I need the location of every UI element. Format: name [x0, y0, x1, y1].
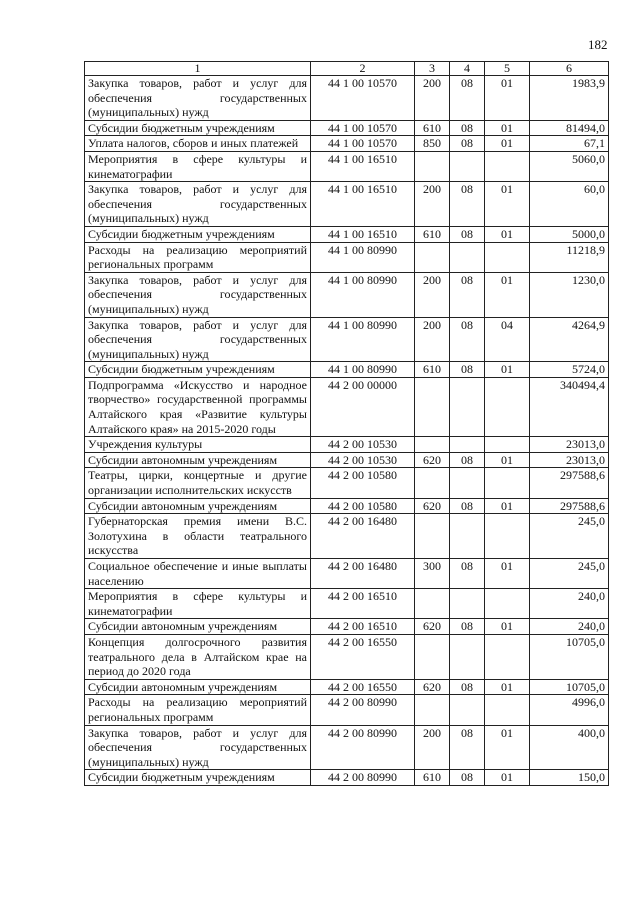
- expense-name-cell: Губернаторская премия имени В.С. Золотухина в области театрального искусства: [85, 514, 311, 559]
- budget-table: [84, 61, 609, 786]
- section-cell: [450, 151, 485, 181]
- amount-cell: 60,0: [530, 182, 609, 227]
- amount-cell: 240,0: [530, 589, 609, 619]
- expense-type-cell: [415, 377, 450, 436]
- table-row: [85, 151, 609, 181]
- table-row: [85, 498, 609, 514]
- header-cell: 5: [485, 62, 530, 76]
- amount-cell: 81494,0: [530, 120, 609, 136]
- target-code-cell: 44 1 00 80990: [311, 242, 415, 272]
- target-code-cell: 44 2 00 80990: [311, 695, 415, 725]
- subsection-cell: 01: [485, 619, 530, 635]
- section-cell: 08: [450, 498, 485, 514]
- subsection-cell: 01: [485, 362, 530, 378]
- target-code-cell: 44 1 00 10570: [311, 120, 415, 136]
- expense-type-cell: 850: [415, 136, 450, 152]
- table-row: [85, 272, 609, 317]
- amount-cell: 5000,0: [530, 226, 609, 242]
- expense-name-cell: Мероприятия в сфере культуры и кинематографии: [85, 589, 311, 619]
- expense-name-cell: Закупка товаров, работ и услуг для обеспечения государственных (муниципальных) нужд: [85, 182, 311, 227]
- expense-type-cell: 610: [415, 362, 450, 378]
- section-cell: 08: [450, 136, 485, 152]
- header-row: [85, 62, 609, 76]
- expense-type-cell: 610: [415, 226, 450, 242]
- table-row: [85, 136, 609, 152]
- section-cell: 08: [450, 362, 485, 378]
- amount-cell: 245,0: [530, 514, 609, 559]
- section-cell: [450, 634, 485, 679]
- amount-cell: 340494,4: [530, 377, 609, 436]
- target-code-cell: 44 2 00 16550: [311, 679, 415, 695]
- table-row: [85, 679, 609, 695]
- expense-name-cell: Субсидии бюджетным учреждениям: [85, 362, 311, 378]
- expense-type-cell: 200: [415, 182, 450, 227]
- subsection-cell: [485, 151, 530, 181]
- table-row: [85, 589, 609, 619]
- section-cell: [450, 437, 485, 453]
- target-code-cell: 44 2 00 16480: [311, 514, 415, 559]
- section-cell: 08: [450, 770, 485, 786]
- amount-cell: 11218,9: [530, 242, 609, 272]
- table-row: [85, 120, 609, 136]
- expense-name-cell: Субсидии бюджетным учреждениям: [85, 226, 311, 242]
- expense-type-cell: [415, 242, 450, 272]
- table-row: [85, 619, 609, 635]
- table-row: [85, 468, 609, 498]
- section-cell: 08: [450, 619, 485, 635]
- expense-name-cell: Закупка товаров, работ и услуг для обеспечения государственных (муниципальных) нужд: [85, 725, 311, 770]
- amount-cell: 23013,0: [530, 437, 609, 453]
- subsection-cell: 01: [485, 272, 530, 317]
- amount-cell: 150,0: [530, 770, 609, 786]
- target-code-cell: 44 2 00 00000: [311, 377, 415, 436]
- table-row: [85, 362, 609, 378]
- amount-cell: 4264,9: [530, 317, 609, 362]
- expense-type-cell: 620: [415, 452, 450, 468]
- amount-cell: 245,0: [530, 559, 609, 589]
- section-cell: 08: [450, 272, 485, 317]
- subsection-cell: 01: [485, 226, 530, 242]
- subsection-cell: [485, 468, 530, 498]
- subsection-cell: 01: [485, 559, 530, 589]
- section-cell: [450, 242, 485, 272]
- amount-cell: 297588,6: [530, 468, 609, 498]
- subsection-cell: 01: [485, 120, 530, 136]
- amount-cell: 10705,0: [530, 634, 609, 679]
- expense-type-cell: [415, 695, 450, 725]
- expense-type-cell: [415, 151, 450, 181]
- table-row: [85, 182, 609, 227]
- expense-type-cell: [415, 514, 450, 559]
- expense-name-cell: Концепция долгосрочного развития театрального дела в Алтайском крае на период до 2020 года: [85, 634, 311, 679]
- table-row: [85, 634, 609, 679]
- subsection-cell: 01: [485, 136, 530, 152]
- section-cell: 08: [450, 226, 485, 242]
- target-code-cell: 44 1 00 80990: [311, 272, 415, 317]
- expense-name-cell: Субсидии автономным учреждениям: [85, 498, 311, 514]
- expense-name-cell: Закупка товаров, работ и услуг для обеспечения государственных (муниципальных) нужд: [85, 76, 311, 121]
- target-code-cell: 44 2 00 16510: [311, 619, 415, 635]
- expense-name-cell: Субсидии бюджетным учреждениям: [85, 120, 311, 136]
- target-code-cell: 44 2 00 16550: [311, 634, 415, 679]
- header-cell: 6: [530, 62, 609, 76]
- expense-name-cell: Закупка товаров, работ и услуг для обеспечения государственных (муниципальных) нужд: [85, 317, 311, 362]
- subsection-cell: 01: [485, 76, 530, 121]
- section-cell: [450, 695, 485, 725]
- amount-cell: 23013,0: [530, 452, 609, 468]
- target-code-cell: 44 1 00 16510: [311, 226, 415, 242]
- expense-name-cell: Театры, цирки, концертные и другие организации исполнительских искусств: [85, 468, 311, 498]
- table-row: [85, 377, 609, 436]
- table-row: [85, 317, 609, 362]
- subsection-cell: 01: [485, 725, 530, 770]
- header-cell: 1: [85, 62, 311, 76]
- expense-name-cell: Расходы на реализацию мероприятий региональных программ: [85, 695, 311, 725]
- header-cell: 3: [415, 62, 450, 76]
- target-code-cell: 44 1 00 80990: [311, 317, 415, 362]
- expense-type-cell: 200: [415, 317, 450, 362]
- subsection-cell: 01: [485, 498, 530, 514]
- subsection-cell: 01: [485, 452, 530, 468]
- expense-type-cell: 200: [415, 76, 450, 121]
- subsection-cell: 01: [485, 679, 530, 695]
- table-row: [85, 695, 609, 725]
- expense-name-cell: Субсидии автономным учреждениям: [85, 452, 311, 468]
- expense-name-cell: Подпрограмма «Искусство и народное творчество» государственной программы Алтайского края «Развитие культуры Алтайского края» на 2015-2020 годы: [85, 377, 311, 436]
- target-code-cell: 44 2 00 10580: [311, 498, 415, 514]
- subsection-cell: [485, 437, 530, 453]
- section-cell: 08: [450, 725, 485, 770]
- subsection-cell: [485, 634, 530, 679]
- expense-type-cell: 610: [415, 120, 450, 136]
- expense-type-cell: 610: [415, 770, 450, 786]
- expense-name-cell: Субсидии бюджетным учреждениям: [85, 770, 311, 786]
- expense-type-cell: 620: [415, 619, 450, 635]
- table-row: [85, 452, 609, 468]
- expense-name-cell: Субсидии автономным учреждениям: [85, 679, 311, 695]
- amount-cell: 400,0: [530, 725, 609, 770]
- expense-type-cell: 620: [415, 498, 450, 514]
- table-row: [85, 242, 609, 272]
- table-row: [85, 437, 609, 453]
- expense-name-cell: Учреждения культуры: [85, 437, 311, 453]
- expense-type-cell: [415, 634, 450, 679]
- subsection-cell: 01: [485, 770, 530, 786]
- table-row: [85, 725, 609, 770]
- expense-type-cell: 300: [415, 559, 450, 589]
- table-row: [85, 226, 609, 242]
- expense-type-cell: [415, 437, 450, 453]
- page-number: 182: [588, 37, 608, 52]
- target-code-cell: 44 2 00 10580: [311, 468, 415, 498]
- target-code-cell: 44 2 00 80990: [311, 725, 415, 770]
- header-cell: 2: [311, 62, 415, 76]
- target-code-cell: 44 1 00 80990: [311, 362, 415, 378]
- subsection-cell: 01: [485, 182, 530, 227]
- table-row: [85, 559, 609, 589]
- expense-name-cell: Субсидии автономным учреждениям: [85, 619, 311, 635]
- subsection-cell: 04: [485, 317, 530, 362]
- expense-type-cell: [415, 589, 450, 619]
- target-code-cell: 44 1 00 10570: [311, 136, 415, 152]
- subsection-cell: [485, 377, 530, 436]
- amount-cell: 10705,0: [530, 679, 609, 695]
- section-cell: [450, 514, 485, 559]
- table-row: [85, 770, 609, 786]
- expense-type-cell: 200: [415, 725, 450, 770]
- target-code-cell: 44 2 00 80990: [311, 770, 415, 786]
- amount-cell: 240,0: [530, 619, 609, 635]
- section-cell: [450, 468, 485, 498]
- table-row: [85, 514, 609, 559]
- amount-cell: 1983,9: [530, 76, 609, 121]
- section-cell: [450, 377, 485, 436]
- section-cell: 08: [450, 679, 485, 695]
- target-code-cell: 44 2 00 16480: [311, 559, 415, 589]
- expense-type-cell: 620: [415, 679, 450, 695]
- section-cell: [450, 589, 485, 619]
- subsection-cell: [485, 589, 530, 619]
- subsection-cell: [485, 695, 530, 725]
- target-code-cell: 44 1 00 16510: [311, 151, 415, 181]
- header-cell: 4: [450, 62, 485, 76]
- target-code-cell: 44 1 00 10570: [311, 76, 415, 121]
- expense-name-cell: Расходы на реализацию мероприятий региональных программ: [85, 242, 311, 272]
- amount-cell: 5060,0: [530, 151, 609, 181]
- section-cell: 08: [450, 452, 485, 468]
- section-cell: 08: [450, 182, 485, 227]
- subsection-cell: [485, 514, 530, 559]
- amount-cell: 4996,0: [530, 695, 609, 725]
- target-code-cell: 44 2 00 10530: [311, 437, 415, 453]
- table-row: [85, 76, 609, 121]
- target-code-cell: 44 2 00 16510: [311, 589, 415, 619]
- section-cell: 08: [450, 120, 485, 136]
- expense-type-cell: 200: [415, 272, 450, 317]
- amount-cell: 5724,0: [530, 362, 609, 378]
- expense-name-cell: Закупка товаров, работ и услуг для обеспечения государственных (муниципальных) нужд: [85, 272, 311, 317]
- amount-cell: 1230,0: [530, 272, 609, 317]
- target-code-cell: 44 1 00 16510: [311, 182, 415, 227]
- section-cell: 08: [450, 317, 485, 362]
- section-cell: 08: [450, 559, 485, 589]
- section-cell: 08: [450, 76, 485, 121]
- expense-type-cell: [415, 468, 450, 498]
- amount-cell: 67,1: [530, 136, 609, 152]
- amount-cell: 297588,6: [530, 498, 609, 514]
- expense-name-cell: Социальное обеспечение и иные выплаты населению: [85, 559, 311, 589]
- expense-name-cell: Уплата налогов, сборов и иных платежей: [85, 136, 311, 152]
- target-code-cell: 44 2 00 10530: [311, 452, 415, 468]
- subsection-cell: [485, 242, 530, 272]
- expense-name-cell: Мероприятия в сфере культуры и кинематографии: [85, 151, 311, 181]
